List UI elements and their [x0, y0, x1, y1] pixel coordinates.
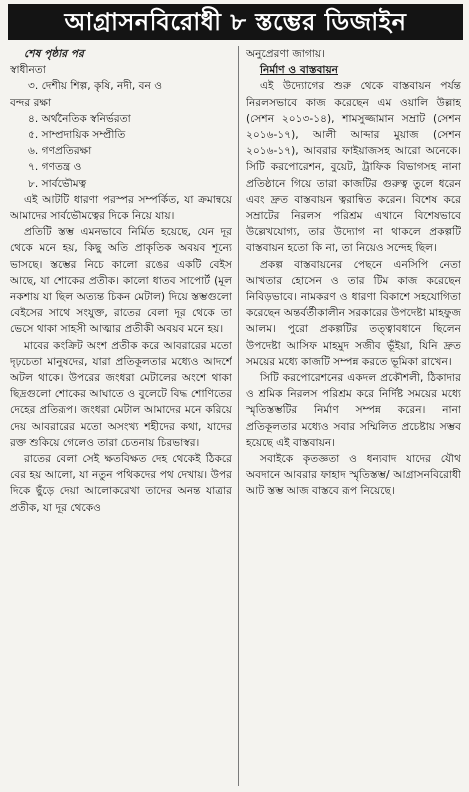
lead-in-text: স্বাধীনতা: [10, 64, 46, 77]
list-item: ৪. অর্থনৈতিক স্বনির্ভরতা: [28, 112, 131, 125]
body-paragraph: প্রতিটি স্তম্ভ এমনভাবে নির্মিত হয়েছে, যেন দূর থেকে মনে হয়, কিছু অতি প্রাকৃতিক অবয়ব শূন্যে ভাসছে। স্তম্ভের নিচে কালো রঙের একটি বেইস আছে, যা শোকের প্রতীক। কালো ধাতব সাপোর্ট (মূল নকশায় যা ছিল অত্যন্ত চিকন মেটাল) দিয়ে স্তম্ভগুলো বেইসের সাথে সংযুক্ত, রাতের বেলা দূর থেকে তা ভেসে থাকা সাহসী আত্মার প্রতীকী অবয়ব মনে হয়।: [10, 226, 232, 336]
list-item: ৭. গণতন্ত্র ও: [28, 161, 82, 174]
carry-over-text: অনুপ্রেরণা জাগায়।: [246, 48, 325, 60]
subheading: নির্মাণ ও বাস্তবায়ন: [260, 64, 339, 77]
body-paragraph: প্রকল্প বাস্তবায়নের পেছনে এনসিপি নেতা আখতার হোসেন ও তার টিম কাজ করেছেন নিবিড়ভাবে। নামকরণ ও ধারণা বিকাশে সহযোগিতা করেছেন অন্তর্বর্তীকালীন সরকারের উপদেষ্টা মাহফুজ আলম। পুরো প্রকল্পটির তত্ত্বাবধানে ছিলেন উপদেষ্টা আসিফ মাহমুদ সজীব ভূঁইয়া, যিনি দ্রুত সময়ের মধ্যে কাজটি সম্পন্ন করতে ভূমিকা রাখেন।: [246, 258, 461, 368]
list-item: ৫. সাম্প্রদায়িক সম্প্রীতি: [28, 129, 126, 142]
continued-label: শেষ পৃষ্ঠার পর: [24, 48, 84, 60]
body-paragraph: সিটি করপোরেশনের একদল প্রকৌশলী, ঠিকাদার ও শ্রমিক নিরলস পরিশ্রম করে নির্দিষ্ট সময়ের মধ্যে স্মৃতিস্তম্ভটির নির্মাণ সম্পন্ন করেন। নানা প্রতিকূলতার মধ্যেও সবার সম্মিলিত প্রচেষ্টায় সম্ভব হয়েছে এই বাস্তবায়ন।: [246, 372, 461, 449]
body-paragraph: সবাইকে কৃতজ্ঞতা ও ধন্যবাদ যাদের যৌথ অবদানে আবরার ফাহাদ স্মৃতিস্তম্ভ/ আগ্রাসনবিরোধী আট স্তম্ভ আজ বাস্তবে রূপ নিয়েছে।: [246, 453, 461, 498]
list-item: বন্দর রক্ষা: [10, 96, 52, 109]
right-column: [246, 46, 461, 786]
headline: আগ্রাসনবিরোধী ৮ স্তম্ভের ডিজাইন: [8, 4, 463, 40]
left-column: [10, 46, 232, 786]
list-item: ৩. দেশীয় শিল্প, কৃষি, নদী, বন ও: [28, 80, 163, 93]
body-paragraph: মাবের কংক্রিট অংশ প্রতীক করে আবরারের মতো দৃঢ়চেতা মানুষদের, যারা প্রতিকূলতার মধ্যেও আদর্শে অটল থাকে। উপরের জংধরা মেটালের অংশে থাকা ছিদ্রগুলো শোকের আঘাতে ও বুলেটে বিদ্ধ শোণিতের দেহের প্রতিরূপ। জংধরা মেটাল আমাদের মনে করিয়ে দেয় আবরারের মতো অসংখ্য শহীদের কথা, যাদের রক্ত শুকিয়ে গেলেও তারা চেতনায় চিরভাস্বর।: [10, 339, 232, 449]
body-paragraph: এই আটটি ধারণা পরস্পর সম্পর্কিত, যা ক্রমান্বয়ে আমাদের সার্বভৌমত্বের দিকে নিয়ে যায়।: [10, 193, 232, 223]
list-item: ৬. গণপ্রতিরক্ষা: [28, 145, 92, 158]
column-divider: [238, 46, 239, 786]
body-paragraph: রাতের বেলা সেই ক্ষতবিক্ষত দেহ থেকেই ঠিকরে বের হয় আলো, যা নতুন পথিকদের পথ দেখায়। উপর দিকে ছুঁড়ে দেয়া আলোকরেখা তাদের অনন্ত যাত্রার প্রতীক, যা দূর থেকেও: [10, 453, 232, 514]
body-paragraph: এই উদ্যোগের শুরু থেকে বাস্তবায়ন পর্যন্ত নিরলসভাবে কাজ করেছেন এম ওয়ালি উল্লাহ (সেশন ২০১৩-১৪), শামসুজ্জামান সম্রাট (সেশন ২০১৬-১৭), আলী আব্দার মুয়াজ (সেশন ২০১৬-১৭), আবরার ফাইয়াজসহ আরো অনেকে। সিটি করপোরেশন, বুয়েট, ট্রাফিক বিভাগসহ নানা প্রতিষ্ঠানে গিয়ে তারা কাজটির গুরুত্ব তুলে ধরেন এবং দ্রুত বাস্তবায়ন ত্বরান্বিত করেন। বিশেষ করে সম্রাটের নিরলস পরিশ্রম এখানে বিশেষভাবে উল্লেখযোগ্য, তার উদ্যোগ না থাকলে প্রকল্পটি বাস্তবায়ন হতো কি না, তা নিয়েও সন্দেহ ছিল।: [246, 80, 461, 255]
list-item: ৮. সার্বভৌমত্ব: [28, 177, 87, 190]
pillar-list: [10, 78, 232, 191]
